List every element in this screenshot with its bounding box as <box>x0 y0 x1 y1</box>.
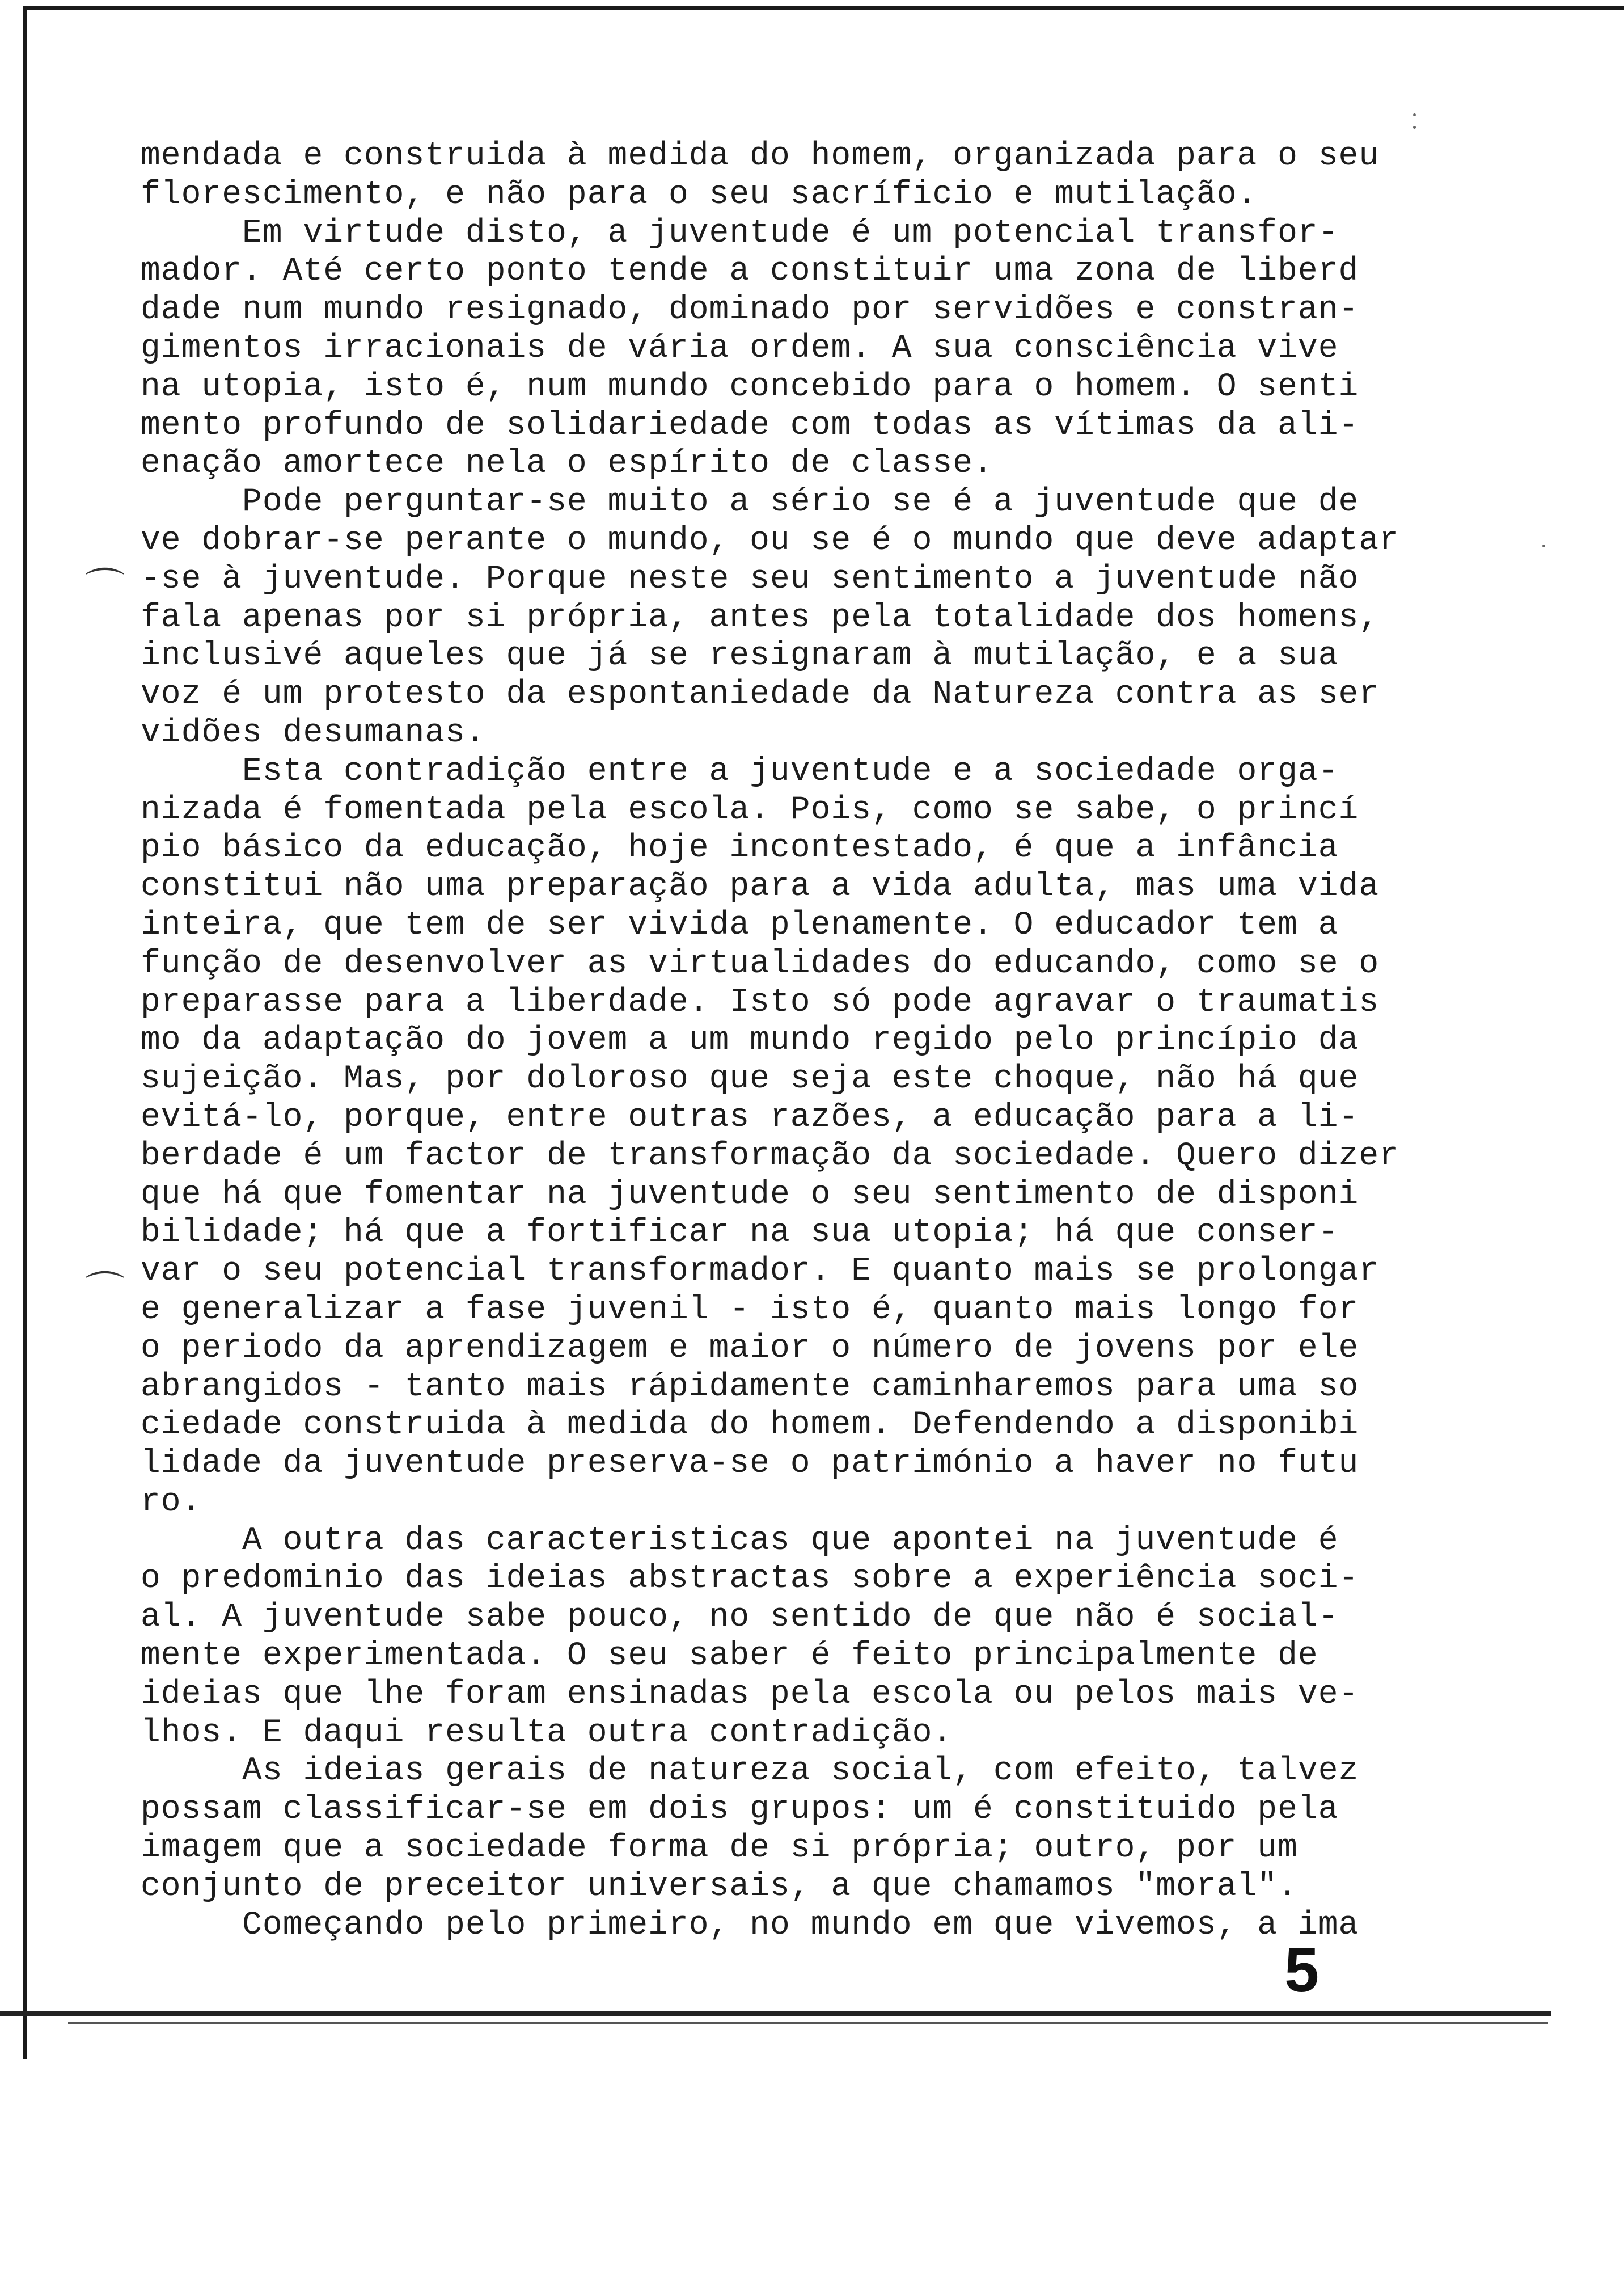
text-line: constitui não uma preparação para a vida adulta, mas uma vida <box>141 868 1380 906</box>
text-line: inteira, que tem de ser vivida plenamente. O educador tem a <box>141 906 1339 944</box>
text-line: Pode perguntar-se muito a sério se é a juventude que de <box>141 484 1359 521</box>
text-line: mo da adaptação do jovem a um mundo regido pelo princípio da <box>141 1022 1359 1060</box>
text-line: vidões desumanas. <box>141 714 486 752</box>
text-line: lidade da juventude preserva-se o património a haver no futu <box>141 1445 1359 1483</box>
text-line: e generalizar a fase juvenil - isto é, quanto mais longo for <box>141 1291 1359 1328</box>
text-line: preparasse para a liberdade. Isto só pode agravar o traumatis <box>141 984 1380 1021</box>
text-line: função de desenvolver as virtualidades do educando, como se o <box>141 945 1380 982</box>
ink-speck <box>1413 113 1416 116</box>
text-line: gimentos irracionais de vária ordem. A sua consciência vive <box>141 330 1339 367</box>
text-line: A outra das caracteristicas que apontei na juventude é <box>141 1522 1339 1559</box>
ink-speck <box>1413 126 1416 129</box>
text-line: fala apenas por si própria, antes pela totalidade dos homens, <box>141 599 1380 636</box>
text-line: que há que fomentar na juventude o seu sentimento de disponi <box>141 1176 1359 1213</box>
text-line: enação amortece nela o espírito de classe. <box>141 445 993 483</box>
text-line: florescimento, e não para o seu sacríficio e mutilação. <box>141 176 1258 213</box>
text-line: sujeição. Mas, por doloroso que seja este choque, não há que <box>141 1061 1359 1098</box>
ink-speck <box>1542 545 1545 547</box>
text-line: o periodo da aprendizagem e maior o número de jovens por ele <box>141 1330 1359 1367</box>
text-line: inclusivé aqueles que já se resignaram à mutilação, e a sua <box>141 638 1339 675</box>
text-line: -se à juventude. Porque neste seu sentimento a juventude não <box>141 560 1359 598</box>
text-line: dade num mundo resignado, dominado por servidões e constran- <box>141 292 1359 329</box>
text-line: Começando pelo primeiro, no mundo em que vivemos, a ima <box>141 1906 1359 1944</box>
text-line: voz é um protesto da espontaniedade da Natureza contra as ser <box>141 676 1380 714</box>
text-line: bilidade; há que a fortificar na sua utopia; há que conser- <box>141 1214 1339 1252</box>
text-line: imagem que a sociedade forma de si própria; outro, por um <box>141 1830 1298 1867</box>
left-border-rule <box>23 6 27 2059</box>
text-line: al. A juventude sabe pouco, no sentido de que não é social- <box>141 1599 1339 1636</box>
text-line: var o seu potencial transformador. E quanto mais se prolongar <box>141 1253 1380 1290</box>
text-line: mente experimentada. O seu saber é feito principalmente de <box>141 1638 1318 1675</box>
text-line: ideias que lhe foram ensinadas pela escola ou pelos mais ve- <box>141 1676 1359 1713</box>
text-line: berdade é um factor de transformação da sociedade. Quero dizer <box>141 1137 1399 1175</box>
text-line: lhos. E daqui resulta outra contradição. <box>141 1714 953 1752</box>
typewritten-text-body <box>141 137 1422 1944</box>
text-line: mendada e construida à medida do homem, organizada para o seu <box>141 138 1380 175</box>
top-border-rule <box>23 6 1624 10</box>
handwritten-mark-icon: ⌒ <box>85 1270 125 1314</box>
text-line: Em virtude disto, a juventude é um potencial transfor- <box>141 214 1339 252</box>
text-line: na utopia, isto é, num mundo concebido para o homem. O senti <box>141 368 1359 406</box>
text-line: ciedade construida à medida do homem. Defendendo a disponibi <box>141 1407 1359 1444</box>
text-line: possam classificar-se em dois grupos: um é constituido pela <box>141 1791 1339 1829</box>
text-line: evitá-lo, porque, entre outras razões, a educação para a li- <box>141 1099 1359 1136</box>
text-line: mento profundo de solidariedade com todas as vítimas da ali- <box>141 407 1359 444</box>
text-line: As ideias gerais de natureza social, com efeito, talvez <box>141 1753 1359 1790</box>
page-number: 5 <box>1284 1935 1320 2005</box>
handwritten-mark-icon: ⌒ <box>85 567 125 610</box>
bottom-border-rule <box>0 2011 1551 2016</box>
text-line: nizada é fomentada pela escola. Pois, como se sabe, o princí <box>141 791 1359 829</box>
text-line: ve dobrar-se perante o mundo, ou se é o mundo que deve adaptar <box>141 522 1399 559</box>
bottom-border-shadow <box>68 2022 1548 2024</box>
text-line: conjunto de preceitor universais, a que chamamos "moral". <box>141 1868 1298 1905</box>
text-line: mador. Até certo ponto tende a constituir uma zona de liberd <box>141 253 1359 290</box>
text-line: ro. <box>141 1483 202 1521</box>
text-line: o predominio das ideias abstractas sobre a experiência soci- <box>141 1560 1359 1598</box>
text-line: Esta contradição entre a juventude e a sociedade orga- <box>141 753 1339 790</box>
text-line: pio básico da educação, hoje incontestado, é que a infância <box>141 830 1339 867</box>
text-line: abrangidos - tanto mais rápidamente caminharemos para uma so <box>141 1368 1359 1406</box>
